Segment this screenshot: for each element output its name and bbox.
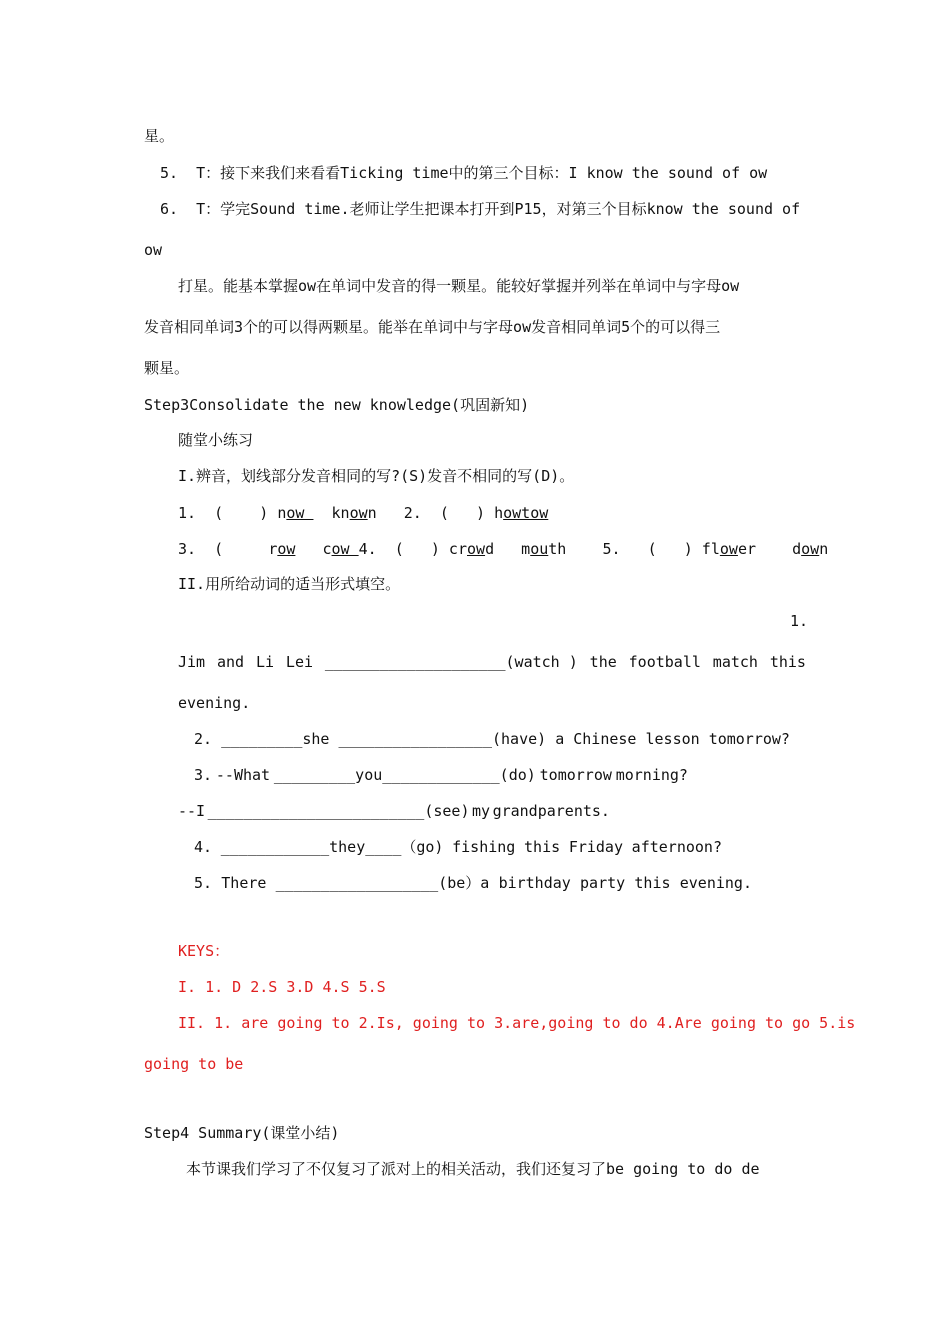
word: Li bbox=[255, 653, 275, 671]
fill-blank-row bbox=[194, 873, 752, 893]
underlined-sound: ou bbox=[530, 540, 549, 558]
underlined-sound: ow bbox=[801, 540, 820, 558]
underlined-sound: ow bbox=[467, 540, 486, 558]
q-text: th 5. ( ) fl bbox=[548, 540, 720, 558]
answer-key-line: going to be bbox=[144, 1055, 244, 1073]
q-text: 4. ( ) cr bbox=[358, 540, 467, 558]
word: tomorrow bbox=[539, 766, 612, 784]
text-line: II.用所给动词的适当形式填空。 bbox=[178, 575, 401, 593]
word: There bbox=[221, 874, 267, 892]
q-text: 1. ( ) bbox=[178, 504, 278, 522]
q-text: r bbox=[268, 540, 278, 558]
word: ________________________(see) bbox=[207, 802, 470, 820]
word: 3. bbox=[194, 766, 213, 784]
fill-blank-row bbox=[194, 765, 688, 785]
text-line: 本节课我们学习了不仅复习了派对上的相关活动，我们还复习了be going to do de bbox=[186, 1160, 760, 1178]
underlined-sound: ow bbox=[331, 540, 359, 558]
q-text: c bbox=[295, 540, 332, 558]
word: _________you_____________(do) bbox=[273, 766, 536, 784]
word: 4. bbox=[194, 838, 213, 856]
word: __________________(be）a bbox=[275, 874, 490, 892]
word: 2. bbox=[194, 730, 213, 748]
word: this bbox=[634, 874, 671, 892]
word: a bbox=[555, 730, 565, 748]
phonics-question-row bbox=[178, 539, 828, 559]
text-line: ow bbox=[144, 241, 163, 259]
word: --What bbox=[215, 766, 271, 784]
word: Lei bbox=[285, 653, 314, 671]
word: and bbox=[216, 653, 245, 671]
word: Friday bbox=[568, 838, 623, 856]
word: the bbox=[589, 653, 617, 671]
word: afternoon? bbox=[631, 838, 722, 856]
text-line: 颗星。 bbox=[144, 359, 190, 377]
q-text: 3. ( bbox=[178, 540, 269, 558]
text-line: 星。 bbox=[144, 127, 175, 145]
answer-key-line: I. 1. D 2.S 3.D 4.S 5.S bbox=[178, 978, 386, 996]
word: --I bbox=[178, 802, 206, 820]
fill-blank-row bbox=[194, 729, 790, 749]
q-text: er d bbox=[737, 540, 802, 558]
word: birthday bbox=[498, 874, 571, 892]
text-line: 打星。能基本掌握ow在单词中发音的得一颗星。能较好掌握并列举在单词中与字母ow bbox=[178, 277, 740, 295]
q-text: d m bbox=[485, 540, 531, 558]
text-line: 5. T：接下来我们来看看Ticking time中的第三个目标：I know the sound of ow bbox=[160, 164, 768, 182]
word: morning? bbox=[615, 766, 688, 784]
word: ____________they____（go) bbox=[220, 838, 444, 856]
word: my bbox=[472, 802, 491, 820]
answer-key-line: II. 1. are going to 2.Is, going to 3.are,going to do 4.Are going to go 5.is bbox=[178, 1014, 856, 1032]
text-line: I.辨音，划线部分发音相同的写?(S)发音不相同的写(D)。 bbox=[178, 467, 575, 485]
text-line: evening. bbox=[178, 694, 251, 712]
word: grandparents. bbox=[492, 802, 610, 820]
underlined-sound: ow bbox=[349, 504, 368, 522]
text-line: 6. T：学完Sound time.老师让学生把课本打开到P15，对第三个目标know the sound of bbox=[160, 200, 801, 218]
section-heading: Step4 Summary(课堂小结) bbox=[144, 1124, 340, 1142]
phonics-question-row bbox=[178, 503, 548, 523]
word: lesson bbox=[645, 730, 700, 748]
fill-blank-row bbox=[194, 837, 722, 857]
item-number: 1. bbox=[790, 612, 809, 630]
word: party bbox=[580, 874, 626, 892]
word: Jim bbox=[178, 653, 206, 671]
word: fishing bbox=[452, 838, 516, 856]
fill-blank-row bbox=[178, 801, 610, 821]
word: match bbox=[712, 653, 758, 671]
word: Chinese bbox=[573, 730, 637, 748]
text-line: 发音相同单词3个的可以得两颗星。能举在单词中与字母ow发音相同单词5个的可以得三 bbox=[144, 318, 721, 336]
word: tomorrow? bbox=[708, 730, 790, 748]
fill-blank-row bbox=[178, 652, 806, 672]
q-text: h bbox=[494, 504, 504, 522]
q-text: n bbox=[819, 540, 829, 558]
word: football bbox=[628, 653, 701, 671]
word: this bbox=[769, 653, 806, 671]
underlined-sound: owtow bbox=[503, 504, 549, 522]
underlined-sound: ow bbox=[719, 540, 738, 558]
section-heading: Step3Consolidate the new knowledge(巩固新知) bbox=[144, 396, 530, 414]
word: 5. bbox=[194, 874, 213, 892]
q-text: kn bbox=[313, 504, 350, 522]
word: _________she bbox=[221, 730, 330, 748]
keys-heading: KEYS： bbox=[178, 942, 230, 960]
word: this bbox=[524, 838, 561, 856]
word: ____________________(watch ) bbox=[324, 653, 578, 671]
text-line: 随堂小练习 bbox=[178, 431, 254, 449]
word: _________________(have) bbox=[338, 730, 547, 748]
underlined-sound: ow bbox=[286, 504, 314, 522]
word: evening. bbox=[679, 874, 752, 892]
q-text: n bbox=[277, 504, 287, 522]
q-text: n 2. ( ) bbox=[367, 504, 495, 522]
underlined-sound: ow bbox=[277, 540, 296, 558]
